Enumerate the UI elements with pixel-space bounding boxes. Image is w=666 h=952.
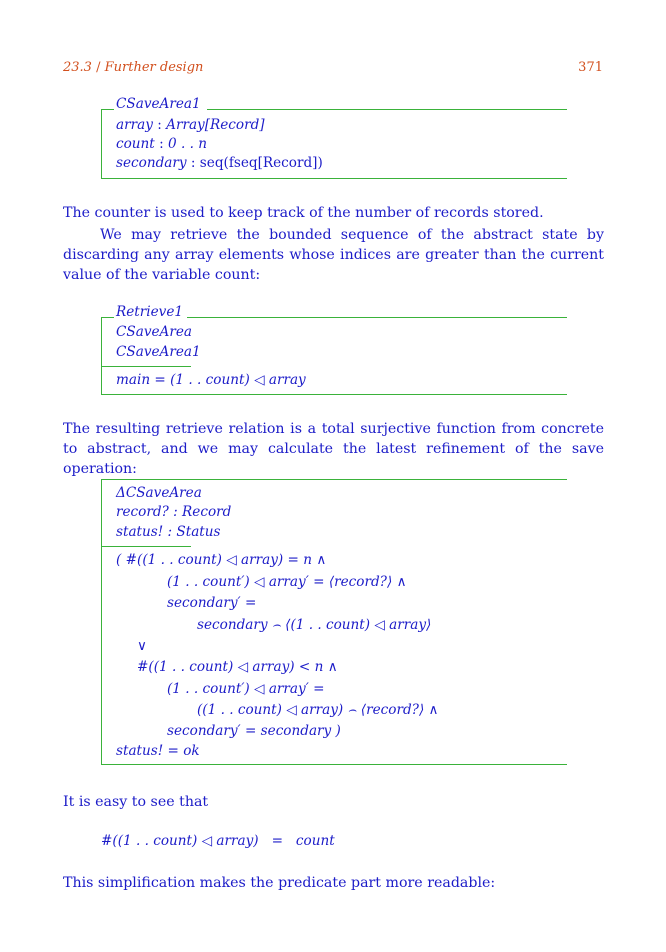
paragraph: [63, 225, 604, 285]
paragraph: [63, 203, 604, 223]
schema-left-bar: [101, 317, 102, 395]
display-equation: #((1 . . count) ◁ array) = count: [101, 833, 335, 849]
schema-name: Retrieve1: [116, 304, 184, 320]
decl-line: ΔCSaveArea: [116, 485, 202, 501]
paragraph-text: We may retrieve the bounded sequence of the abstract state by discarding any array elements whose indices are greater than the current value of the variable count:: [63, 227, 604, 283]
decl-colon: :: [186, 155, 200, 171]
paragraph-text: This simplification makes the predicate part more readable:: [63, 875, 496, 891]
predicate-line: (1 . . count′) ◁ array′ = ⟨record?⟩ ∧: [167, 574, 407, 590]
predicate-line: #((1 . . count) ◁ array) < n ∧: [137, 659, 338, 675]
schema-top-rule-right: [187, 317, 567, 318]
predicate-line: (1 . . count′) ◁ array′ =: [167, 681, 325, 697]
predicate-line: secondary′ = secondary ): [167, 723, 341, 739]
schema-top-rule-left: [101, 109, 114, 110]
page-number: 371: [578, 60, 603, 75]
decl-colon: :: [152, 117, 167, 133]
decl-line: [116, 135, 207, 153]
decl-variable: count: [116, 136, 155, 152]
decl-colon: :: [154, 136, 169, 152]
predicate-line: ((1 . . count) ◁ array) ⌢ ⟨record?⟩ ∧: [197, 702, 439, 718]
predicate-line: status! = ok: [116, 743, 200, 759]
schema-bottom-rule: [101, 764, 567, 765]
header-separator: /: [96, 60, 101, 75]
schema-top-rule-right: [207, 109, 567, 110]
decl-line: CSaveArea: [116, 324, 193, 340]
schema-left-bar: [101, 479, 102, 764]
decl-line: [116, 116, 265, 134]
schema-csavearea1: [101, 98, 567, 180]
paragraph: [63, 419, 604, 479]
predicate-line: ( #((1 . . count) ◁ array) = n ∧: [116, 552, 327, 568]
decl-type: 0 . . n: [168, 136, 208, 152]
predicate-line: secondary ⌢ ⟨(1 . . count) ◁ array⟩: [197, 617, 432, 633]
predicate-line: main = (1 . . count) ◁ array: [116, 372, 306, 388]
decl-variable: array: [116, 117, 153, 133]
section-number: 23.3: [63, 60, 92, 75]
schema-retrieve1: [101, 305, 567, 397]
schema-bottom-rule: [101, 178, 567, 179]
decl-type: seq(fseq[Record]): [199, 155, 323, 171]
schema-top-rule-left: [101, 317, 114, 318]
decl-variable: secondary: [116, 155, 187, 171]
decl-line: [116, 154, 323, 172]
running-header: [63, 60, 203, 75]
decl-line: status! : Status: [116, 524, 221, 540]
section-title: Further design: [104, 60, 204, 75]
schema-left-bar: [101, 109, 102, 179]
schema-divider: [101, 366, 191, 367]
schema-save-operation: [101, 476, 567, 766]
schema-top-rule: [101, 479, 567, 480]
decl-type: Array[Record]: [166, 117, 265, 133]
paragraph: [63, 873, 604, 893]
decl-line: CSaveArea1: [116, 344, 201, 360]
paragraph: [63, 792, 604, 812]
schema-bottom-rule: [101, 394, 567, 395]
predicate-line: secondary′ =: [167, 595, 257, 611]
schema-divider: [101, 546, 191, 547]
predicate-line: ∨: [137, 638, 147, 654]
schema-name: CSaveArea1: [116, 96, 201, 112]
paragraph-text: The counter is used to keep track of the number of records stored.: [63, 205, 544, 221]
decl-line: record? : Record: [116, 504, 232, 520]
paragraph-text: The resulting retrieve relation is a total surjective function from concrete to abstract, and we may calculate the latest refinement of the save operation:: [63, 421, 604, 477]
paragraph-text: It is easy to see that: [63, 794, 209, 810]
